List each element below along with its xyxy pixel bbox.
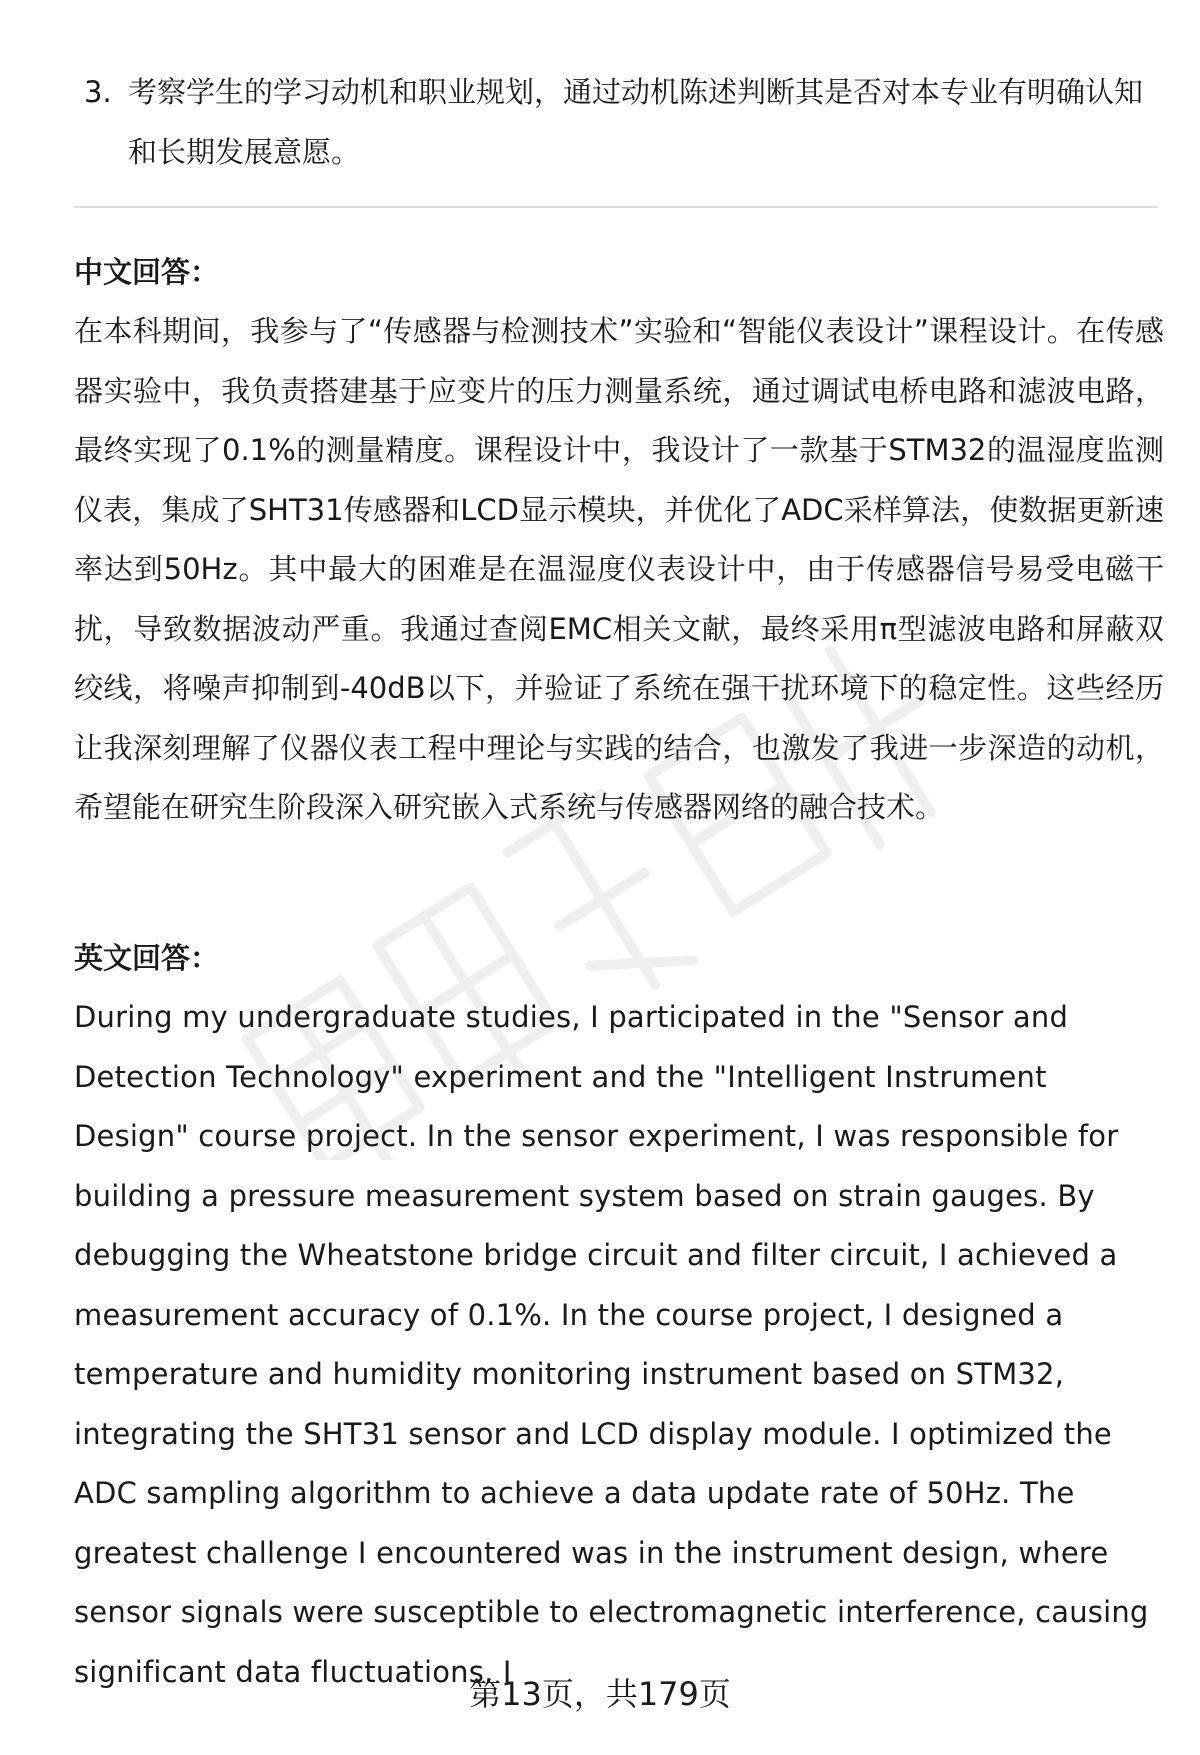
page-number-footer: 第13页，共179页	[469, 1675, 731, 1713]
chinese-answer-heading: 中文回答：	[74, 255, 220, 289]
section-divider	[74, 206, 1158, 208]
chinese-answer-body: 在本科期间，我参与了“传感器与检测技术”实验和“智能仪表设计”课程设计。在传感器实验中，我负责搭建基于应变片的压力测量系统，通过调试电桥电路和滤波电路，最终实现了0.1%的测量精度。课程设计中，我设计了一款基于STM32的温湿度监测仪表，集成了SHT31传感器和LCD显示模块，并优化了ADC采样算法，使数据更新速率达到50Hz。其中最大的困难是在温湿度仪表设计中，由于传感器信号易受电磁干扰，导致数据波动严重。我通过查阅EMC相关文献，最终采用π型滤波电路和屏蔽双绞线，将噪声抑制到-40dB以下，并验证了系统在强干扰环境下的稳定性。这些经历让我深刻理解了仪器仪表工程中理论与实践的结合，也激发了我进一步深造的动机，希望能在研究生阶段深入研究嵌入式系统与传感器网络的融合技术。	[74, 314, 1164, 824]
list-item-text: 考察学生的学习动机和职业规划，通过动机陈述判断其是否对本专业有明确认知和长期发展意愿。	[128, 75, 1144, 169]
numbered-list-item	[84, 62, 1144, 182]
english-answer-heading: 英文回答：	[74, 941, 220, 975]
english-answer-section	[74, 938, 1164, 1702]
chinese-answer-section	[74, 252, 1164, 838]
english-answer-body: During my undergraduate studies, I participated in the "Sensor and Detection Technology" experiment and the "Intelligent Instrument Design" course project. In the sensor experiment, I was responsible for building a pressure measurement system based on strain gauges. By debugging the Wheatstone bridge circuit and filter circuit, I achieved a measurement accuracy of 0.1%. In the course project, I designed a temperature and humidity monitoring instrument based on STM32, integrating the SHT31 sensor and LCD display module. I optimized the ADC sampling algorithm to achieve a data update rate of 50Hz. The greatest challenge I encountered was in the instrument design, where sensor signals were susceptible to electromagnetic interference, causing significant data fluctuations. I	[74, 1000, 1149, 1689]
list-item-number: 3.	[84, 75, 112, 109]
